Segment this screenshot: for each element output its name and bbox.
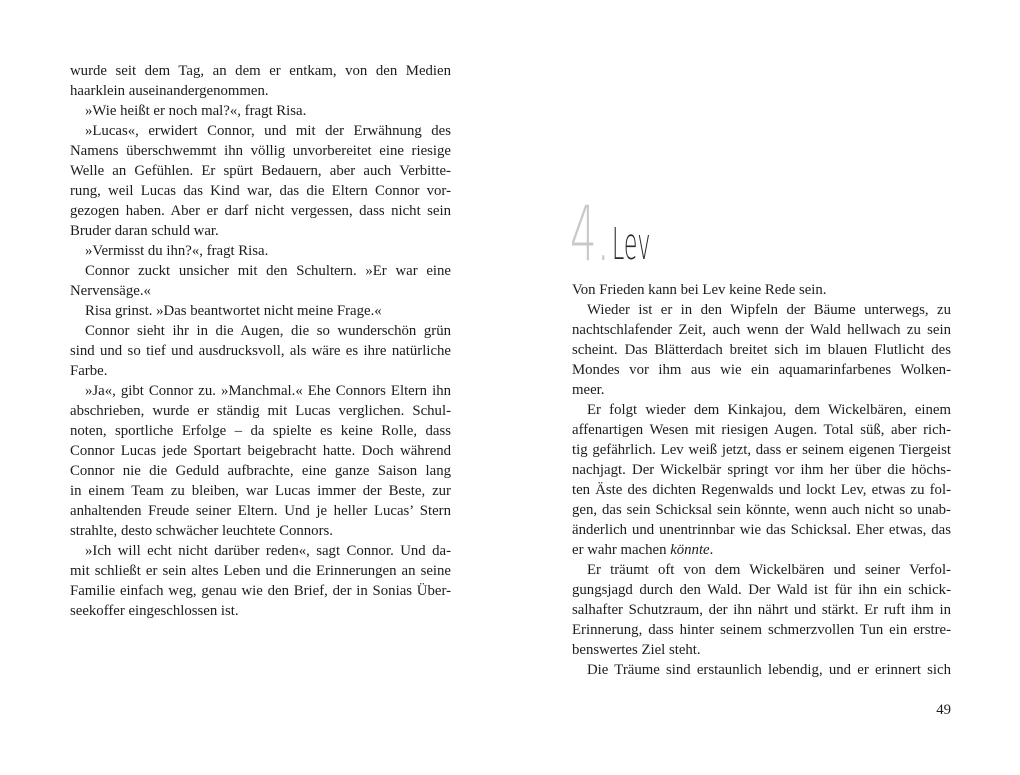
- paragraph: [572, 560, 951, 660]
- text-line: Connor zuckt unsicher mit den Schultern. »Er war eine: [85, 263, 451, 279]
- text-line: Connor Lucas jede Sportart beigebracht hatte. Doch während: [70, 443, 451, 459]
- paragraph: [70, 301, 451, 321]
- paragraph: [572, 400, 951, 560]
- text-line: »Lucas«, erwidert Connor, und mit der Erwähnung des: [85, 123, 451, 139]
- text-line: scheint. Das Blätterdach breitet sich im blauen Flutlicht des: [572, 342, 951, 358]
- text-line: Mondes vor ihm aus wie ein aquamarinfarbenes Wolken-: [572, 362, 951, 378]
- text-line: »Ja«, gibt Connor zu. »Manchmal.« Ehe Connors Eltern ihn: [85, 383, 451, 399]
- text-line: strahlte, desto schwächer leuchtete Connors.: [70, 523, 333, 539]
- text-line: Welle an Gefühlen. Er spürt Bedauern, aber auch Verbitte-: [70, 163, 451, 179]
- emphasized-word: könnte: [670, 542, 710, 558]
- paragraph: [70, 261, 451, 301]
- text-segment: .: [709, 542, 714, 558]
- paragraph: [572, 280, 951, 300]
- text-line: nachtschlafender Zeit, auch wenn der Wald hellwach zu sein: [572, 322, 951, 338]
- text-line: Risa grinst. »Das beantwortet nicht meine Frage.«: [85, 303, 382, 319]
- paragraph: [70, 101, 451, 121]
- text-line: gen, das sein Schicksal sein könnte, wenn auch nicht so unab-: [572, 502, 951, 518]
- text-line: Wieder ist er in den Wipfeln der Bäume unterwegs, zu: [587, 302, 951, 318]
- text-line: haarklein auseinandergenommen.: [70, 83, 269, 99]
- text-segment: er wahr machen: [572, 542, 671, 558]
- text-line: mit schließt er sein altes Leben und die Erinnerungen an seine: [70, 563, 451, 579]
- text-line: änderlich und unentrinnbar wie das Schicksal. Eher etwas, das: [572, 522, 951, 538]
- text-line: nachjagt. Der Wickelbär springt vor ihm her über die höchs-: [572, 462, 951, 478]
- text-line: Erinnerung, dass hinter seinem schmerzvollen Tun ein erstre-: [572, 622, 951, 638]
- text-line: gezogen haben. Aber er darf nicht vergessen, dass nicht sein: [70, 203, 451, 219]
- text-line: [572, 540, 951, 560]
- text-line: in einem Team zu bleiben, war Lucas immer der Beste, zur: [70, 483, 451, 499]
- chapter-number: 4.: [570, 189, 610, 278]
- page-number: 49: [936, 702, 951, 718]
- text-line: Von Frieden kann bei Lev keine Rede sein.: [572, 282, 827, 298]
- text-line: Connor nie die Geduld aufbrachte, eine ganze Saison lang: [70, 463, 451, 479]
- text-line: Bruder daran schuld war.: [70, 223, 219, 239]
- text-line: tig gefährlich. Lev weiß jetzt, dass er seinem eigenen Tiergeist: [572, 442, 951, 458]
- text-line: affenartigen Wesen mit riesigen Augen. Total süß, aber rich-: [572, 422, 951, 438]
- text-line: ten Äste des dichten Regenwalds und lockt Lev, etwas zu fol-: [572, 482, 951, 498]
- text-line: Nervensäge.«: [70, 283, 151, 299]
- paragraph: [70, 321, 451, 381]
- chapter-title: Lev: [612, 219, 651, 270]
- text-line: Familie einfach weg, genau wie den Brief, der in Sonias Über-: [70, 583, 451, 599]
- text-line: Namens überschwemmt ihn völlig unvorbereitet eine riesige: [70, 143, 451, 159]
- paragraph: [572, 660, 951, 680]
- paragraph: [70, 381, 451, 541]
- text-line: anhaltenden Freude seiner Eltern. Und je heller Lucas’ Stern: [70, 503, 451, 519]
- text-line: rung, weil Lucas das Kind war, das die Eltern Connor vor-: [70, 183, 451, 199]
- paragraph: [70, 241, 451, 261]
- text-line: Farbe.: [70, 363, 108, 379]
- text-line: noten, sportliche Erfolge – da spielte es keine Rolle, dass: [70, 423, 451, 439]
- paragraph: [70, 121, 451, 241]
- text-line: seekoffer eingeschlossen ist.: [70, 603, 239, 619]
- text-line: sind und so tief und ausdrucksvoll, als wäre es ihre natürliche: [70, 343, 451, 359]
- text-line: Die Träume sind erstaunlich lebendig, und er erinnert sich: [587, 662, 951, 678]
- text-line: abschrieben, wurde er ständig mit Lucas verglichen. Schul-: [70, 403, 451, 419]
- text-line: »Vermisst du ihn?«, fragt Risa.: [85, 243, 269, 259]
- text-line: Er träumt oft von dem Wickelbären und seiner Verfol-: [587, 562, 951, 578]
- text-line: gungsjagd durch den Wald. Der Wald ist für ihn ein schick-: [572, 582, 951, 598]
- paragraph: [572, 300, 951, 400]
- paragraph: [70, 541, 451, 621]
- text-line: »Ich will echt nicht darüber reden«, sagt Connor. Und da-: [85, 543, 451, 559]
- text-line: salhafter Schutzraum, der ihn nährt und stärkt. Er ruft ihm in: [572, 602, 951, 618]
- text-line: meer.: [572, 382, 605, 398]
- right-page: [572, 280, 951, 680]
- text-line: »Wie heißt er noch mal?«, fragt Risa.: [85, 103, 307, 119]
- text-line: wurde seit dem Tag, an dem er entkam, von den Medien: [70, 63, 451, 79]
- text-line: benswertes Ziel steht.: [572, 642, 701, 658]
- paragraph: [70, 61, 451, 101]
- left-page: [70, 61, 451, 621]
- text-line: Er folgt wieder dem Kinkajou, dem Wickelbären, einem: [587, 402, 951, 418]
- text-line: Connor sieht ihr in die Augen, die so wunderschön grün: [85, 323, 451, 339]
